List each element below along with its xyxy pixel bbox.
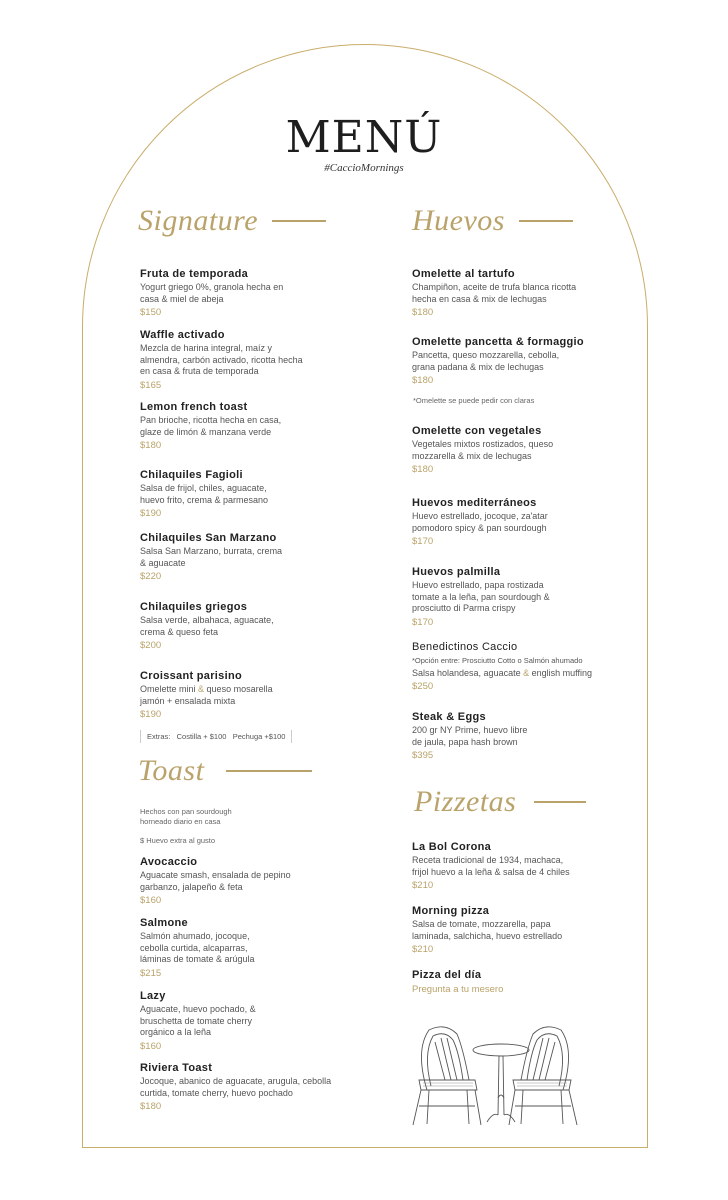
menu-item bbox=[412, 566, 652, 629]
toast-note: Hechos con pan sourdough horneado diario en casa bbox=[140, 807, 232, 826]
menu-tagline: #CaccioMornings bbox=[324, 162, 404, 174]
section-rule bbox=[519, 220, 573, 222]
menu-item bbox=[412, 641, 652, 693]
item-name: Omelette al tartufo bbox=[412, 268, 515, 280]
item-price: $180 bbox=[140, 1101, 162, 1112]
item-desc: Omelette mini & queso mosarella jamón + ensalada mixta bbox=[140, 684, 273, 706]
item-desc: Salsa de tomate, mozzarella, papa laminada, salchicha, huevo estrellado bbox=[412, 919, 563, 941]
extras-box bbox=[140, 730, 292, 743]
item-price: Pregunta a tu mesero bbox=[412, 984, 504, 995]
item-name: Waffle activado bbox=[140, 329, 225, 341]
item-price: $170 bbox=[412, 536, 434, 547]
toast-extra-egg-note: $ Huevo extra al gusto bbox=[140, 836, 216, 845]
item-price: $250 bbox=[412, 681, 434, 692]
menu-item bbox=[140, 917, 380, 980]
menu-title: MENÚ bbox=[285, 112, 443, 163]
menu-item bbox=[140, 670, 380, 721]
item-price: $180 bbox=[140, 440, 162, 451]
item-price: $220 bbox=[140, 571, 162, 582]
item-price: $200 bbox=[140, 640, 162, 651]
item-desc: Receta tradicional de 1934, machaca, frijol huevo a la leña & salsa de 4 chiles bbox=[412, 855, 570, 877]
menu-item bbox=[140, 469, 380, 520]
item-desc: Salsa holandesa, aguacate & english muffing bbox=[412, 667, 592, 678]
item-price: $395 bbox=[412, 750, 434, 761]
item-name: Chilaquiles griegos bbox=[140, 601, 248, 613]
menu-item bbox=[412, 841, 652, 892]
item-price: $190 bbox=[140, 709, 162, 720]
item-desc: 200 gr NY Prime, huevo libre de jaula, papa hash brown bbox=[412, 725, 528, 747]
item-price: $180 bbox=[412, 464, 434, 475]
item-sub: *Opción entre: Prosciutto Cotto o Salmón ahumado bbox=[412, 656, 583, 665]
section-title-pizzetas bbox=[414, 785, 586, 819]
item-desc: Jocoque, abanico de aguacate, arugula, cebolla curtida, tomate cherry, huevo pochado bbox=[140, 1076, 332, 1098]
item-price: $160 bbox=[140, 1040, 162, 1052]
item-price: $180 bbox=[412, 307, 434, 318]
item-price: $190 bbox=[140, 508, 162, 519]
extras-label: Extras: bbox=[147, 732, 171, 741]
section-name: Toast bbox=[138, 754, 205, 787]
item-name: Lazy bbox=[140, 990, 166, 1002]
item-name: Morning pizza bbox=[412, 905, 490, 917]
menu-item bbox=[412, 711, 652, 762]
item-price: $210 bbox=[412, 944, 434, 955]
menu-item bbox=[412, 268, 652, 319]
item-desc: Huevo estrellado, jocoque, za'atar pomodoro spicy & pan sourdough bbox=[412, 511, 548, 533]
section-title-huevos bbox=[412, 204, 573, 238]
section-name: Huevos bbox=[412, 204, 505, 237]
item-desc: Salmón ahumado, jocoque, cebolla curtida, alcaparras, láminas de tomate & arúgula bbox=[140, 931, 255, 964]
menu-item bbox=[412, 425, 652, 476]
item-desc: Salsa San Marzano, burrata, crema & aguacate bbox=[140, 546, 283, 568]
menu-item bbox=[140, 856, 380, 907]
item-desc: Vegetales mixtos rostizados, queso mozzarella & mix de lechugas bbox=[412, 439, 554, 461]
item-price: $215 bbox=[140, 967, 162, 979]
menu-item bbox=[140, 268, 380, 319]
item-desc: Aguacate smash, ensalada de pepino garbanzo, jalapeño & feta bbox=[140, 870, 291, 892]
section-name: Signature bbox=[138, 204, 259, 237]
item-desc: Salsa verde, albahaca, aguacate, crema & queso feta bbox=[140, 615, 274, 637]
item-price: $150 bbox=[140, 307, 162, 318]
item-name: Steak & Eggs bbox=[412, 711, 486, 723]
item-price: $160 bbox=[140, 895, 162, 906]
item-name: Benedictinos Caccio bbox=[412, 641, 518, 653]
item-price: $180 bbox=[412, 375, 434, 386]
extras-option: Costilla + $100 bbox=[176, 732, 227, 741]
item-desc: Huevo estrellado, papa rostizada tomate a la leña, pan sourdough & prosciutto di Parma crispy bbox=[412, 580, 550, 613]
item-name: Salmone bbox=[140, 917, 188, 929]
section-rule bbox=[226, 770, 312, 772]
item-desc: Pan brioche, ricotta hecha en casa, glaze de limón & manzana verde bbox=[140, 415, 282, 437]
item-name: Huevos mediterráneos bbox=[412, 497, 537, 509]
item-name: La Bol Corona bbox=[412, 841, 492, 853]
item-name: Avocaccio bbox=[140, 856, 198, 868]
menu-item bbox=[140, 1062, 380, 1113]
item-desc: Aguacate, huevo pochado, & bruschetta de tomate cherry orgánico a la leña bbox=[140, 1004, 256, 1037]
item-name: Pizza del día bbox=[412, 969, 482, 981]
item-desc: Pancetta, queso mozzarella, cebolla, grana padana & mix de lechugas bbox=[412, 350, 560, 372]
item-desc: Yogurt griego 0%, granola hecha en casa & miel de abeja bbox=[140, 282, 284, 304]
menu-item bbox=[140, 990, 380, 1053]
item-price: $210 bbox=[412, 880, 434, 891]
menu-item bbox=[412, 497, 652, 548]
section-name: Pizzetas bbox=[414, 785, 517, 818]
item-name: Riviera Toast bbox=[140, 1062, 213, 1074]
item-name: Huevos palmilla bbox=[412, 566, 501, 578]
item-name: Fruta de temporada bbox=[140, 268, 249, 280]
menu-item bbox=[412, 905, 652, 956]
huevos-note: *Omelette se puede pedir con claras bbox=[413, 396, 535, 405]
section-rule bbox=[534, 801, 586, 803]
menu-item bbox=[140, 532, 380, 583]
item-price: $170 bbox=[412, 616, 434, 628]
cafe-table-chairs-icon bbox=[405, 1020, 585, 1130]
section-title-signature bbox=[138, 204, 326, 238]
item-name: Chilaquiles San Marzano bbox=[140, 532, 277, 544]
item-name: Croissant parisino bbox=[140, 670, 242, 682]
item-name: Chilaquiles Fagioli bbox=[140, 469, 243, 481]
item-desc: Champiñon, aceite de trufa blanca ricotta hecha en casa & mix de lechugas bbox=[412, 282, 577, 304]
menu-item bbox=[412, 969, 652, 996]
menu-item bbox=[140, 329, 380, 392]
item-desc: Salsa de frijol, chiles, aguacate, huevo frito, crema & parmesano bbox=[140, 483, 269, 505]
item-name: Omelette pancetta & formaggio bbox=[412, 336, 584, 348]
item-name: Omelette con vegetales bbox=[412, 425, 542, 437]
menu-item bbox=[140, 601, 380, 652]
extras-option: Pechuga +$100 bbox=[232, 732, 286, 741]
section-title-toast bbox=[138, 754, 312, 788]
menu-item bbox=[140, 401, 380, 452]
item-desc: Mezcla de harina integral, maíz y almendra, carbón activado, ricotta hecha en casa & fruta de temporada bbox=[140, 343, 303, 376]
item-name: Lemon french toast bbox=[140, 401, 248, 413]
section-rule bbox=[272, 220, 326, 222]
item-price: $165 bbox=[140, 379, 162, 391]
menu-item bbox=[412, 336, 652, 387]
